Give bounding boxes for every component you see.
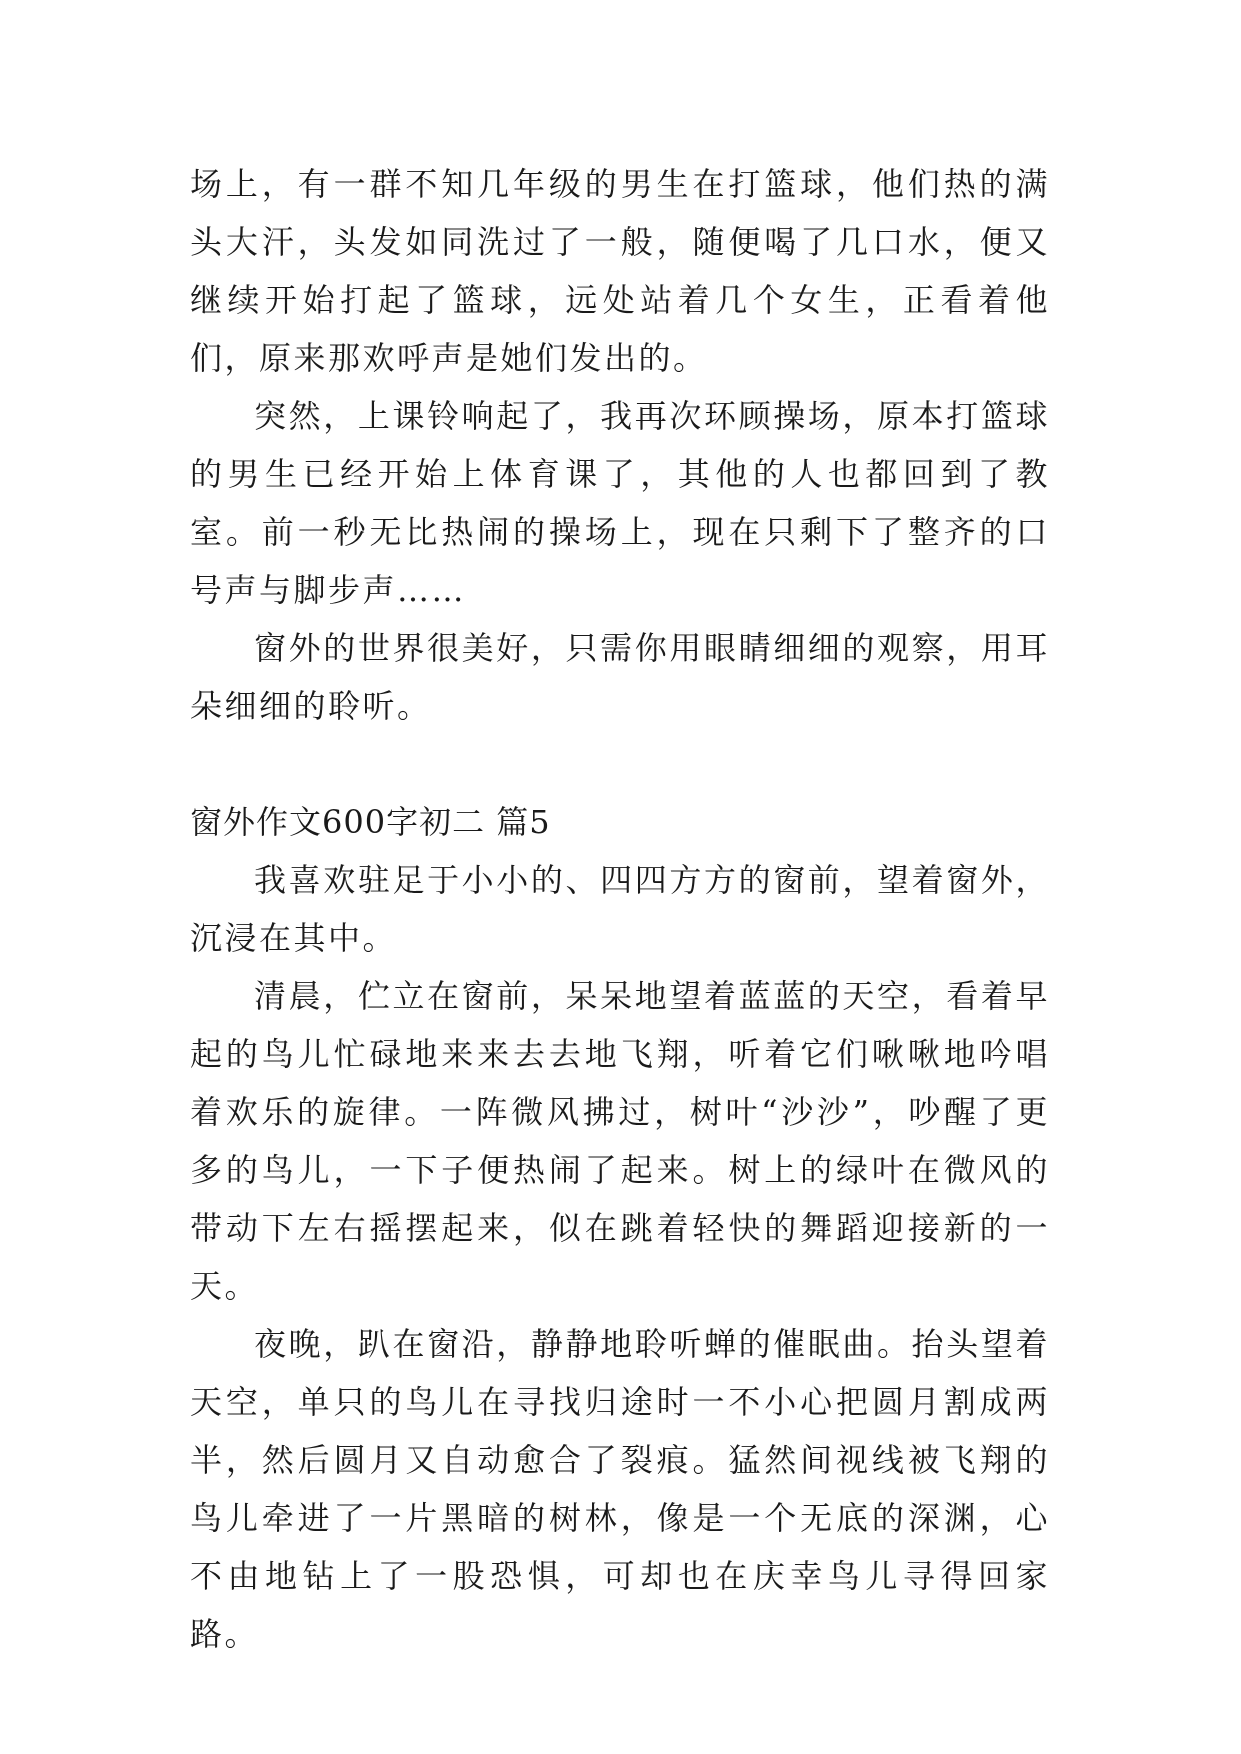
paragraph-class-bell: 突然，上课铃响起了，我再次环顾操场，原本打篮球的男生已经开始上体育课了，其他的人也都回到了教室。前一秒无比热闹的操场上，现在只剩下了整齐的口号声与脚步声……: [190, 397, 1050, 609]
paragraph-night: 夜晚，趴在窗沿，静静地聆听蝉的催眠曲。抬头望着天空，单只的鸟儿在寻找归途时一不小心把圆月割成两半，然后圆月又自动愈合了裂痕。猛然间视线被飞翔的鸟儿牵进了一片黑暗的树林，像是一个无底的深渊，心不由地钻上了一股恐惧，可却也在庆幸鸟儿寻得回家路。: [190, 1325, 1050, 1653]
paragraph-morning: 清晨，伫立在窗前，呆呆地望着蓝蓝的天空，看着早起的鸟儿忙碌地来来去去地飞翔，听着它们啾啾地吟唱着欢乐的旋律。一阵微风拂过，树叶“沙沙”，吵醒了更多的鸟儿，一下子便热闹了起来。树上的绿叶在微风的带动下左右摇摆起来，似在跳着轻快的舞蹈迎接新的一天。: [190, 977, 1050, 1305]
paragraph-world-outside: 窗外的世界很美好，只需你用眼睛细细的观察，用耳朵细细的聆听。: [190, 629, 1050, 725]
section-spacer: [190, 735, 1050, 793]
paragraph-basketball: 场上，有一群不知几年级的男生在打篮球，他们热的满头大汗，头发如同洗过了一般，随便喝了几口水，便又继续开始打起了篮球，远处站着几个女生，正看着他们，原来那欢呼声是她们发出的。: [190, 165, 1050, 377]
document-body: [190, 155, 1050, 1663]
section-heading: 窗外作文600字初二 篇5: [190, 803, 551, 841]
paragraph-window-intro: 我喜欢驻足于小小的、四四方方的窗前，望着窗外，沉浸在其中。: [190, 861, 1050, 957]
